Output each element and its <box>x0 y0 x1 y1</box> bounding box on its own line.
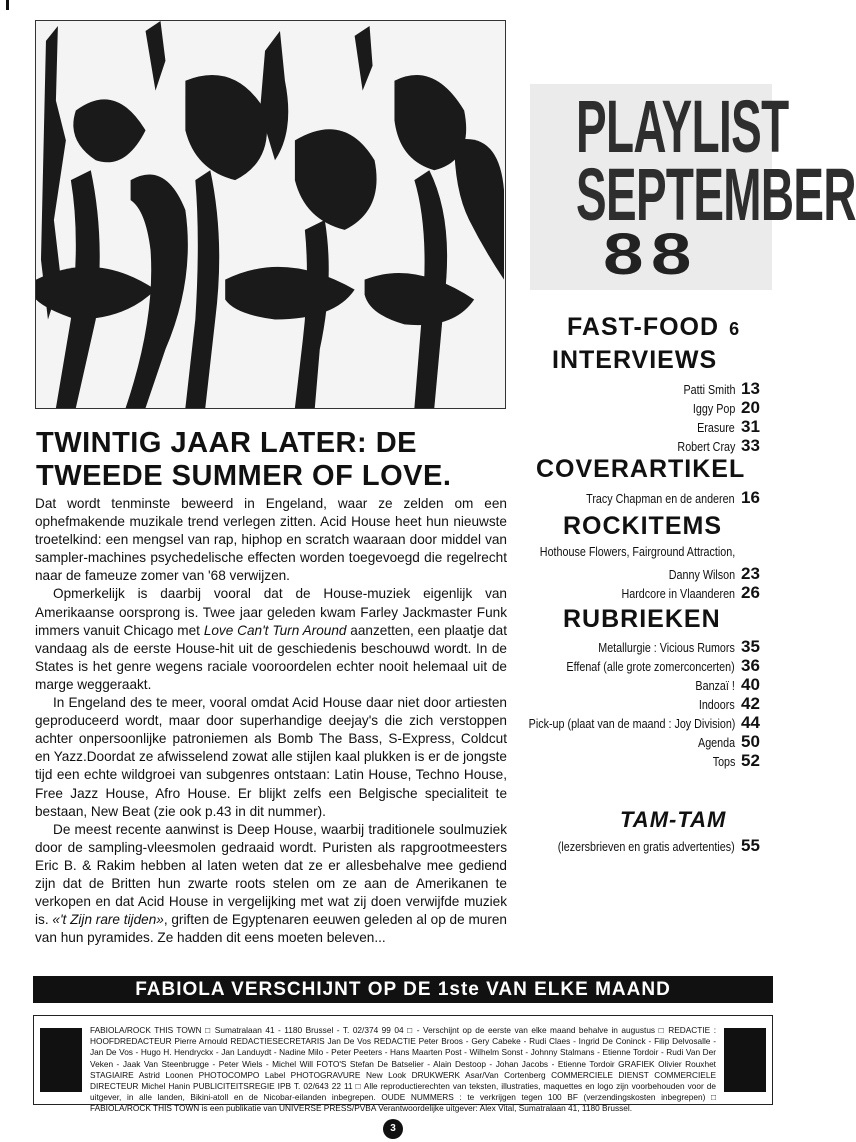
toc-heading-fastfood-label: FAST-FOOD <box>567 313 720 341</box>
toc-item-label: Hothouse Flowers, Fairground Attraction, <box>539 545 735 559</box>
article-text: Opmerkelijk is daarbij vooral dat de House-muziek eigenlijk van Amerikaanse oorsprong is. Twee jaar geleden kwam Farley Jackmaster Funk immers vanuit Chicago met <box>35 586 507 638</box>
toc-item-page: 50 <box>741 732 760 751</box>
toc-item-page: 20 <box>741 398 760 417</box>
toc-item[interactable] <box>658 564 767 584</box>
toc-item-label: Danny Wilson <box>668 568 735 582</box>
publication-banner: FABIOLA VERSCHIJNT OP DE 1ste VAN ELKE MAAND <box>33 976 773 1003</box>
toc-item-label: Metallurgie : Vicious Rumors <box>598 641 735 655</box>
toc-item-page: 36 <box>741 656 760 675</box>
toc-item-page: 33 <box>741 436 760 455</box>
toc-item-label: Banzaï ! <box>695 679 735 693</box>
article-text: aanzetten, een plaatje dat vandaag als de eerste House-hit uit de geschiedenis beschouwd wordt. In de States is het genre wegens raciale vooroordelen echter nooit helemaal uit de marge weggeraakt. <box>35 622 508 692</box>
toc-heading-rubrieken: RUBRIEKEN <box>563 605 721 633</box>
toc-item-page: 52 <box>741 751 760 770</box>
toc-item-page: 35 <box>741 637 760 656</box>
colophon-right-bar <box>724 1028 766 1092</box>
toc-item[interactable] <box>693 694 767 714</box>
toc-item-page: 16 <box>741 488 760 507</box>
toc-heading-tamtam: TAM-TAM <box>620 807 727 832</box>
toc-item[interactable] <box>709 751 767 771</box>
article-text: De meest recente aanwinst is Deep House, waarbij traditionele soulmuziek door de sampling-vleesmolen gedraaid wordt. Puristen als rapgrootmeesters Eric B. & Rakim hebben al laten weten dat ze er allesbehalve mee gediend zijn dat de Britten hun zwarte roots stelen om ze aan de Amerikanen te verkopen en dat Acid House in vergelijking met wat zij doen verwijfde muziek is. <box>35 821 507 928</box>
quote: «'t Zijn rare tijden» <box>52 912 164 928</box>
toc-item-label: Iggy Pop <box>692 402 735 416</box>
toc-heading-rockitems: ROCKITEMS <box>563 512 722 540</box>
article-paragraph: In Engeland des te meer, vooral omdat Acid House daar niet door artiesten geproduceerd wordt, maar door superhandige deejay's die zich verstoppen achter onpersoonlijke patroniemen als Bomb The Bass, S-Express, Coldcut en Yazz.Doordat ze afwisselend zowat alle stijlen kaal plukken is er de jongste tijd een echte wildgroei van subgenres ontstaan: Latin House, Techno House, Free Jazz House, Afro House. Er blijkt zelfs een Belgische specialiteit te bestaan, New Beat (zie ook p.43 in dit nummer). <box>35 695 507 819</box>
article-headline: TWINTIG JAAR LATER: DE TWEEDE SUMMER OF LOVE. <box>36 427 452 492</box>
toc-item-label: Indoors <box>699 698 735 712</box>
cover-illustration <box>35 20 506 409</box>
toc-item[interactable] <box>689 675 767 695</box>
toc-item[interactable] <box>529 836 767 856</box>
article-body <box>35 495 507 947</box>
article-paragraph: Dat wordt tenminste beweerd in Engeland, waar ze zelden om een ophefmakende muzikale trend verlegen zitten. Acid House heet hun nieuwste troetelkind: een mengsel van rap, hiphop en scratch waaraan door middel van sampler-machines psychedelische effecten worden toegevoegd die regelrecht naar de fameuze zomer van '68 verwijzen. <box>35 496 507 584</box>
colophon-box <box>33 1015 773 1114</box>
toc-item[interactable] <box>562 488 767 508</box>
toc-item[interactable] <box>668 436 767 456</box>
toc-item-label: Agenda <box>697 736 735 750</box>
toc-item[interactable] <box>603 583 767 603</box>
toc-item[interactable] <box>686 398 767 418</box>
playlist-title-line2: SEPTEMBER <box>575 153 856 236</box>
toc-item-label: Effenaf (alle grote zomerconcerten) <box>566 660 735 674</box>
toc-item-label: Hardcore in Vlaanderen <box>621 587 735 601</box>
toc-item-page: 31 <box>741 417 760 436</box>
toc-item-page: 26 <box>741 583 760 602</box>
toc-item-page: 42 <box>741 694 760 713</box>
toc-item-page: 23 <box>741 564 760 583</box>
toc-item-page: 40 <box>741 675 760 694</box>
article-paragraph <box>35 585 507 694</box>
toc-item-page: 44 <box>741 713 760 732</box>
corner-mark <box>6 0 9 10</box>
colophon-text: FABIOLA/ROCK THIS TOWN □ Sumatralaan 41 - 1180 Brussel - T. 02/374 99 04 □ - Verschijnt op de eerste van elke maand behalve in augustus □ REDACTIE : HOOFDREDACTEUR Pierre Arnould REDACTIESECRETARIS Jan De Vos REDACTIE Peter Broos - Gery Cabeke - Rudi Claes - Ingrid De Coninck - Filip Delvosalle - Jan De Vos - Hugo H. Hendryckx - Jan Landuydt - Nadine Milo - Peter Peeters - Hans Maarten Post - Wilhelm Sonst - Johnny Stalmans - Etienne Tordoir - Rudi Van Der Veken - Jaak Van Steenbrugge - Peter Wiels - Michel Will FOTO'S Stefan De Batselier - Alain Destoop - Johan Jacobs - Etienne Tordoir GRAFIEK Olivier Rouxhet STAGIAIRE Astrid Loonen PHOTOCOMPO Label PHOTOGRAVURE New Look DRUKWERK Asar/Van Cortenberg COMMERCIELE DIENST COMMERCIELE DIRECTEUR Michel Hanin PUBLICITEITSREGIE IPB T. 02/643 22 11 □ Alle reproductierechten van teksten, illustraties, maquettes en logo zijn voorbehouden voor de uitgever, in alle landen, Bikini-atoll en de Nicobar-eilanden inbegrepen. OUDE NUMMERS : te verkrijgen tegen 100 BF (verzendingskosten inbegrepen) □ FABIOLA/ROCK THIS TOWN is een publikatie van UNIVERSE PRESS/PVBA Verantwoordelijke uitgever: Alex Vital, Sumatralaan 41, 1180 Brussel. <box>90 1025 716 1114</box>
toc-item[interactable] <box>539 656 767 676</box>
toc-item[interactable] <box>675 379 767 399</box>
toc-item-label: Patti Smith <box>683 383 735 397</box>
article-text: , griften de Egyptenaren eeuwen geleden al op de muren van hun pyramides. Ze hadden dit eens moeten beleven... <box>35 912 507 946</box>
playlist-title-line1: PLAYLIST <box>575 85 789 168</box>
toc-item-label: Tracy Chapman en de anderen <box>586 492 735 506</box>
abstract-ink-figures-icon <box>36 21 505 408</box>
toc-item-label: Pick-up (plaat van de maand : Joy Division) <box>528 717 735 731</box>
toc-item[interactable] <box>508 545 767 559</box>
article-paragraph <box>35 821 507 948</box>
page-number: 3 <box>383 1119 403 1139</box>
playlist-title-line3: 88 <box>603 222 699 287</box>
toc-heading-fastfood <box>567 313 740 342</box>
toc-item-label: Robert Cray <box>677 440 735 454</box>
toc-item[interactable] <box>495 713 767 733</box>
toc-heading-coverartikel: COVERARTIKEL <box>536 455 746 483</box>
song-title: Love Can't Turn Around <box>203 622 347 638</box>
toc-item[interactable] <box>576 637 767 657</box>
playlist-title-box <box>530 84 856 290</box>
toc-item-page: 13 <box>741 379 760 398</box>
colophon-left-bar <box>40 1028 82 1092</box>
toc-item-label: Erasure <box>697 421 735 435</box>
toc-item-label: Tops <box>712 755 735 769</box>
toc-item-label: (lezersbrieven en gratis advertenties) <box>558 840 735 854</box>
toc-item[interactable] <box>692 732 767 752</box>
toc-heading-interviews: INTERVIEWS <box>552 346 718 374</box>
toc-fastfood-page: 6 <box>729 319 741 339</box>
toc-item[interactable] <box>691 417 767 437</box>
toc-item-page: 55 <box>741 836 760 855</box>
